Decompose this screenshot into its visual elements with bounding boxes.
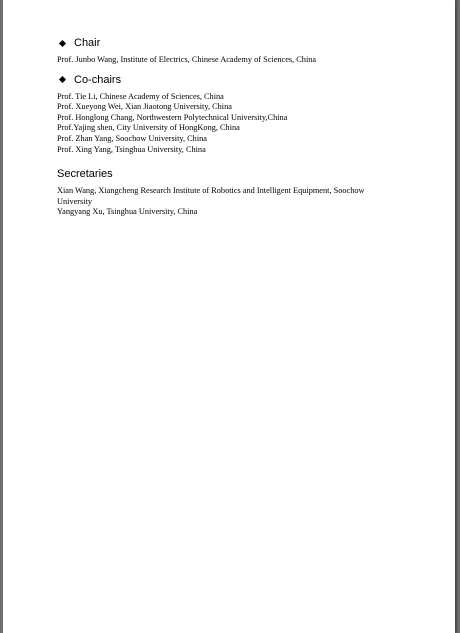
secretaries-section [57,167,417,218]
secretary-line: University [57,196,93,206]
cochair-line: Prof. Zhan Yang, Soochow University, China [57,133,207,143]
cochair-line: Prof. Xing Yang, Tsinghua University, China [57,144,206,154]
cochair-line: Prof. Honglong Chang, Northwestern Polytechnical University,China [57,112,288,122]
committee-content [57,36,417,225]
cochair-line: Prof.Yajing shen, City University of HongKong, China [57,123,240,133]
cochairs-heading-text: Co-chairs [74,73,122,86]
cochair-line: Prof. Xueyong Wei, Xian Jiaotong University, China [57,102,232,112]
secretaries-heading: Secretaries [57,168,113,181]
secretary-line: Yangyang Xu, Tsinghua University, China [57,207,198,217]
document-page [3,0,455,633]
cochairs-heading [57,73,417,87]
cochair-line: Prof. Tie Li, Chinese Academy of Sciences, China [57,91,224,101]
secretary-line: Xian Wang, Xiangcheng Research Institute of Robotics and Intelligent Equipment, Soochow [57,186,365,196]
diamond-bullet-icon [59,39,66,46]
chair-section [57,36,417,66]
diamond-bullet-icon [59,76,66,83]
cochairs-section [57,73,417,156]
chair-heading-text: Chair [74,37,101,49]
chair-heading [57,36,417,50]
chair-line: Prof. Junbo Wang, Institute of Electrics, Chinese Academy of Sciences, China [57,55,317,64]
